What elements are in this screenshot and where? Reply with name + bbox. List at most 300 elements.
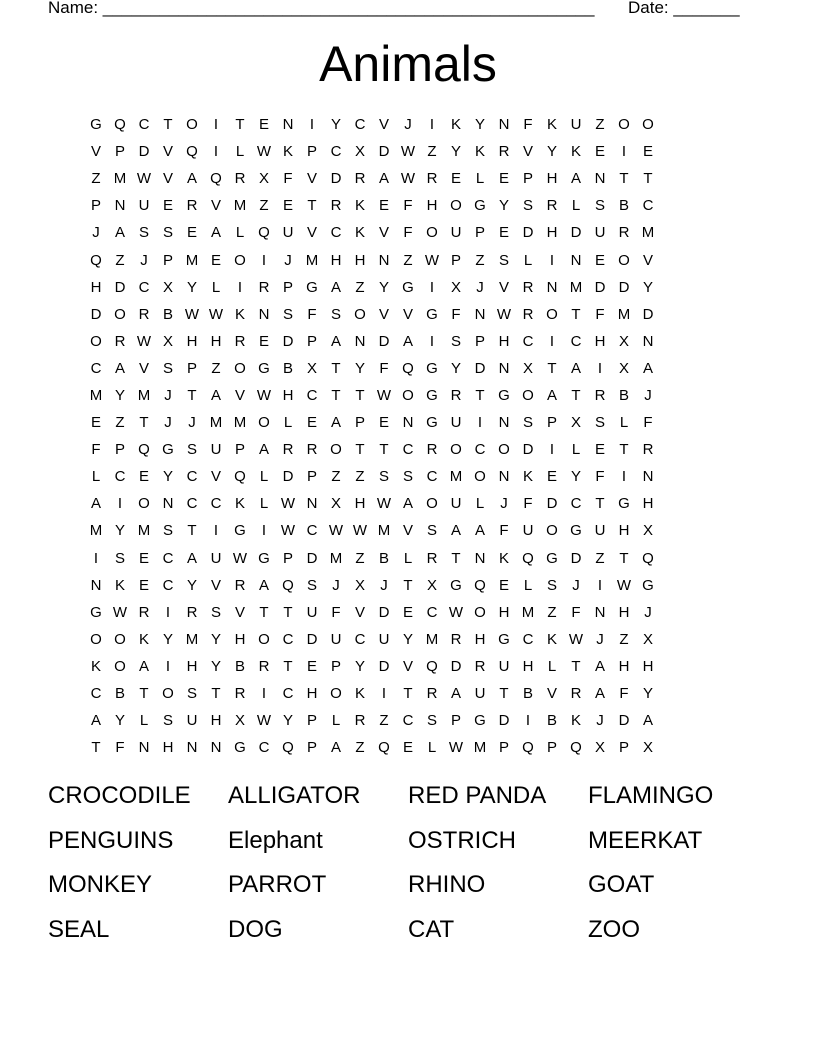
grid-letter: Z <box>595 116 605 134</box>
grid-letter: N <box>210 739 222 757</box>
grid-letter: R <box>522 305 534 323</box>
grid-letter: X <box>522 359 533 377</box>
grid-row <box>84 165 732 192</box>
grid-letter: T <box>595 495 605 513</box>
grid-letter: C <box>402 712 414 730</box>
grid-letter: W <box>448 739 464 757</box>
grid-letter: E <box>546 468 557 486</box>
grid-letter: H <box>642 495 654 513</box>
grid-letter: R <box>258 657 270 675</box>
grid-letter: A <box>642 712 653 730</box>
grid-letter: D <box>618 278 630 296</box>
grid-letter: M <box>377 522 391 540</box>
grid-letter: A <box>378 170 389 188</box>
date-field-label: Date: _______ <box>628 0 740 17</box>
grid-letter: R <box>354 170 366 188</box>
grid-letter: H <box>594 332 606 350</box>
grid-letter: N <box>498 414 510 432</box>
grid-letter: Q <box>234 468 246 486</box>
grid-letter: F <box>619 685 629 703</box>
grid-letter: I <box>117 495 123 513</box>
grid-letter: P <box>306 712 317 730</box>
grid-letter: Z <box>619 630 629 648</box>
grid-letter: R <box>546 197 558 215</box>
grid-letter: D <box>138 143 150 161</box>
grid-letter: O <box>642 116 654 134</box>
grid-letter: J <box>332 576 340 594</box>
grid-letter: O <box>114 305 126 323</box>
grid-letter: W <box>256 386 272 404</box>
grid-letter: L <box>619 414 629 432</box>
grid-letter: G <box>474 712 486 730</box>
grid-letter: Y <box>210 630 221 648</box>
word-list <box>48 776 768 954</box>
grid-letter: W <box>208 305 224 323</box>
grid-letter: Y <box>570 468 581 486</box>
grid-letter: U <box>138 197 150 215</box>
grid-letter: N <box>378 251 390 269</box>
grid-letter: F <box>643 414 653 432</box>
grid-letter: M <box>137 522 151 540</box>
grid-letter: E <box>594 143 605 161</box>
grid-letter: A <box>474 522 485 540</box>
grid-letter: J <box>404 116 412 134</box>
grid-letter: H <box>282 386 294 404</box>
grid-letter: Y <box>162 468 173 486</box>
grid-letter: W <box>328 522 344 540</box>
grid-letter: D <box>330 170 342 188</box>
grid-letter: V <box>162 170 173 188</box>
grid-letter: X <box>450 278 461 296</box>
page-title: Animals <box>319 36 497 92</box>
grid-letter: G <box>90 603 102 621</box>
grid-letter: S <box>378 468 389 486</box>
grid-row <box>84 301 732 328</box>
grid-letter: Z <box>595 549 605 567</box>
grid-letter: D <box>474 359 486 377</box>
grid-letter: G <box>426 386 438 404</box>
grid-letter: Q <box>522 739 534 757</box>
grid-letter: I <box>309 116 315 134</box>
grid-letter: L <box>403 549 413 567</box>
grid-letter: H <box>474 630 486 648</box>
grid-letter: T <box>571 657 581 675</box>
grid-letter: M <box>449 468 463 486</box>
grid-letter: F <box>283 170 293 188</box>
grid-letter: H <box>426 197 438 215</box>
grid-letter: I <box>381 685 387 703</box>
grid-letter: R <box>138 305 150 323</box>
grid-letter: O <box>450 441 462 459</box>
grid-letter: R <box>258 278 270 296</box>
grid-row <box>84 382 732 409</box>
grid-letter: B <box>282 359 293 377</box>
grid-letter: V <box>234 603 245 621</box>
grid-letter: C <box>330 224 342 242</box>
grid-letter: E <box>402 603 413 621</box>
grid-letter: H <box>546 224 558 242</box>
grid-letter: O <box>90 332 102 350</box>
grid-letter: M <box>233 414 247 432</box>
grid-letter: E <box>498 170 509 188</box>
grid-letter: J <box>596 630 604 648</box>
grid-letter: C <box>90 359 102 377</box>
grid-row <box>84 274 732 301</box>
grid-letter: J <box>380 576 388 594</box>
grid-letter: O <box>114 657 126 675</box>
grid-letter: M <box>89 386 103 404</box>
grid-letter: C <box>522 332 534 350</box>
grid-letter: W <box>232 549 248 567</box>
grid-letter: F <box>115 739 125 757</box>
grid-letter: Y <box>330 116 341 134</box>
grid-letter: S <box>186 685 197 703</box>
grid-letter: L <box>259 495 269 513</box>
grid-letter: F <box>331 603 341 621</box>
grid-letter: P <box>90 197 101 215</box>
grid-letter: Q <box>114 116 126 134</box>
grid-letter: H <box>306 685 318 703</box>
grid-letter: R <box>426 549 438 567</box>
grid-letter: Z <box>475 251 485 269</box>
grid-letter: Y <box>402 630 413 648</box>
grid-letter: Y <box>114 386 125 404</box>
grid-letter: A <box>570 170 581 188</box>
grid-letter: E <box>282 197 293 215</box>
grid-letter: A <box>594 657 605 675</box>
grid-letter: Y <box>474 116 485 134</box>
grid-letter: D <box>282 332 294 350</box>
grid-letter: X <box>426 576 437 594</box>
grid-letter: O <box>90 630 102 648</box>
grid-letter: J <box>284 251 292 269</box>
grid-letter: O <box>330 685 342 703</box>
grid-letter: D <box>450 657 462 675</box>
grid-letter: O <box>138 495 150 513</box>
grid-letter: V <box>306 224 317 242</box>
grid-letter: Q <box>474 576 486 594</box>
grid-row <box>84 517 732 544</box>
grid-letter: F <box>403 224 413 242</box>
grid-row <box>84 626 732 653</box>
grid-letter: Z <box>355 278 365 296</box>
grid-letter: B <box>114 685 125 703</box>
grid-row <box>84 355 732 382</box>
grid-letter: G <box>450 576 462 594</box>
grid-letter: X <box>642 630 653 648</box>
grid-letter: C <box>330 143 342 161</box>
grid-letter: U <box>450 224 462 242</box>
grid-letter: U <box>594 522 606 540</box>
grid-letter: N <box>594 170 606 188</box>
grid-letter: V <box>210 576 221 594</box>
grid-letter: Z <box>259 197 269 215</box>
grid-letter: E <box>138 468 149 486</box>
grid-letter: W <box>616 576 632 594</box>
grid-letter: T <box>259 603 269 621</box>
grid-letter: G <box>426 305 438 323</box>
grid-letter: S <box>594 414 605 432</box>
grid-letter: X <box>618 332 629 350</box>
grid-letter: K <box>546 116 557 134</box>
grid-letter: T <box>451 549 461 567</box>
grid-letter: P <box>282 549 293 567</box>
grid-letter: U <box>306 603 318 621</box>
grid-letter: F <box>595 305 605 323</box>
grid-letter: T <box>571 305 581 323</box>
grid-letter: F <box>523 495 533 513</box>
grid-letter: D <box>546 495 558 513</box>
grid-letter: J <box>164 386 172 404</box>
grid-letter: C <box>642 197 654 215</box>
grid-letter: V <box>402 305 413 323</box>
letter-grid <box>84 111 732 761</box>
grid-letter: W <box>376 495 392 513</box>
grid-letter: Z <box>379 712 389 730</box>
grid-letter: S <box>330 305 341 323</box>
grid-letter: V <box>378 116 389 134</box>
grid-letter: H <box>90 278 102 296</box>
word-list-item: MEERKAT <box>588 826 703 854</box>
grid-letter: K <box>546 630 557 648</box>
grid-letter: F <box>91 441 101 459</box>
grid-letter: R <box>426 441 438 459</box>
grid-letter: C <box>306 386 318 404</box>
grid-letter: A <box>330 739 341 757</box>
grid-letter: W <box>184 305 200 323</box>
grid-letter: G <box>498 386 510 404</box>
grid-letter: R <box>642 441 654 459</box>
grid-letter: Y <box>162 630 173 648</box>
grid-letter: P <box>282 278 293 296</box>
grid-letter: N <box>114 197 126 215</box>
grid-letter: C <box>186 495 198 513</box>
grid-letter: Q <box>378 739 390 757</box>
grid-letter: D <box>522 441 534 459</box>
grid-letter: T <box>547 359 557 377</box>
grid-letter: P <box>474 224 485 242</box>
grid-letter: I <box>213 522 219 540</box>
grid-letter: Y <box>450 143 461 161</box>
grid-letter: C <box>114 468 126 486</box>
grid-letter: P <box>498 739 509 757</box>
grid-letter: C <box>426 468 438 486</box>
grid-letter: B <box>234 657 245 675</box>
grid-letter: E <box>210 251 221 269</box>
grid-letter: O <box>546 522 558 540</box>
grid-letter: C <box>354 630 366 648</box>
grid-letter: V <box>162 143 173 161</box>
grid-letter: D <box>282 468 294 486</box>
grid-letter: J <box>92 224 100 242</box>
grid-row <box>84 463 732 490</box>
grid-letter: O <box>258 630 270 648</box>
grid-row <box>84 436 732 463</box>
grid-letter: C <box>210 495 222 513</box>
grid-letter: I <box>261 522 267 540</box>
grid-letter: B <box>378 549 389 567</box>
grid-letter: X <box>354 576 365 594</box>
grid-letter: I <box>549 251 555 269</box>
grid-letter: K <box>354 224 365 242</box>
grid-letter: C <box>162 549 174 567</box>
grid-letter: H <box>498 603 510 621</box>
grid-letter: G <box>258 549 270 567</box>
grid-letter: D <box>378 332 390 350</box>
grid-letter: T <box>355 441 365 459</box>
grid-letter: G <box>162 441 174 459</box>
grid-letter: H <box>210 712 222 730</box>
grid-letter: O <box>114 630 126 648</box>
grid-letter: M <box>113 170 127 188</box>
grid-letter: O <box>354 305 366 323</box>
grid-letter: G <box>498 630 510 648</box>
grid-letter: Q <box>186 143 198 161</box>
grid-letter: V <box>522 143 533 161</box>
grid-letter: T <box>187 386 197 404</box>
grid-letter: P <box>162 251 173 269</box>
grid-letter: K <box>498 549 509 567</box>
grid-letter: O <box>330 441 342 459</box>
grid-letter: G <box>426 359 438 377</box>
grid-letter: L <box>259 468 269 486</box>
grid-letter: Y <box>186 576 197 594</box>
grid-letter: J <box>188 414 196 432</box>
grid-letter: A <box>138 657 149 675</box>
grid-letter: V <box>210 197 221 215</box>
grid-letter: E <box>402 739 413 757</box>
grid-letter: S <box>426 522 437 540</box>
grid-letter: Z <box>355 468 365 486</box>
grid-letter: O <box>234 359 246 377</box>
grid-letter: O <box>402 386 414 404</box>
grid-row <box>84 680 732 707</box>
grid-letter: K <box>570 712 581 730</box>
grid-letter: R <box>498 143 510 161</box>
grid-letter: P <box>546 739 557 757</box>
grid-letter: T <box>187 522 197 540</box>
grid-letter: Q <box>210 170 222 188</box>
grid-letter: R <box>450 630 462 648</box>
grid-letter: V <box>642 251 653 269</box>
grid-letter: A <box>594 685 605 703</box>
grid-letter: M <box>641 224 655 242</box>
grid-letter: V <box>402 522 413 540</box>
grid-letter: N <box>498 468 510 486</box>
grid-letter: J <box>140 251 148 269</box>
grid-letter: S <box>186 441 197 459</box>
grid-letter: W <box>280 522 296 540</box>
grid-letter: K <box>234 495 245 513</box>
grid-letter: P <box>114 143 125 161</box>
grid-letter: E <box>498 576 509 594</box>
grid-letter: U <box>210 549 222 567</box>
grid-letter: P <box>306 739 317 757</box>
grid-letter: M <box>329 549 343 567</box>
grid-letter: K <box>90 657 101 675</box>
grid-letter: Y <box>114 712 125 730</box>
grid-letter: D <box>570 224 582 242</box>
grid-letter: C <box>138 278 150 296</box>
grid-letter: N <box>186 739 198 757</box>
grid-letter: X <box>258 170 269 188</box>
grid-letter: W <box>256 712 272 730</box>
grid-row <box>84 572 732 599</box>
grid-letter: H <box>330 251 342 269</box>
grid-letter: S <box>114 549 125 567</box>
grid-letter: O <box>522 386 534 404</box>
word-list-item: SEAL <box>48 915 110 943</box>
grid-letter: U <box>522 522 534 540</box>
grid-letter: A <box>450 522 461 540</box>
grid-letter: Y <box>378 278 389 296</box>
grid-letter: T <box>283 603 293 621</box>
grid-letter: I <box>261 251 267 269</box>
grid-letter: I <box>165 657 171 675</box>
grid-letter: S <box>162 522 173 540</box>
grid-letter: P <box>618 739 629 757</box>
grid-letter: I <box>213 143 219 161</box>
grid-letter: E <box>594 441 605 459</box>
grid-letter: R <box>186 603 198 621</box>
grid-letter: M <box>305 251 319 269</box>
grid-letter: L <box>523 251 533 269</box>
grid-letter: T <box>403 685 413 703</box>
grid-letter: D <box>498 712 510 730</box>
grid-letter: O <box>258 414 270 432</box>
grid-letter: O <box>546 305 558 323</box>
grid-letter: F <box>523 116 533 134</box>
grid-letter: M <box>185 630 199 648</box>
grid-letter: Q <box>138 441 150 459</box>
word-list-item: DOG <box>228 915 283 943</box>
grid-row <box>84 138 732 165</box>
grid-letter: Z <box>115 251 125 269</box>
word-list-item: Elephant <box>228 826 323 854</box>
grid-letter: N <box>570 251 582 269</box>
grid-letter: X <box>354 143 365 161</box>
grid-letter: U <box>594 224 606 242</box>
grid-letter: S <box>546 576 557 594</box>
grid-letter: U <box>498 657 510 675</box>
grid-letter: D <box>114 278 126 296</box>
grid-letter: I <box>213 116 219 134</box>
grid-letter: P <box>546 414 557 432</box>
grid-letter: T <box>283 657 293 675</box>
grid-letter: E <box>162 197 173 215</box>
grid-letter: G <box>570 522 582 540</box>
grid-letter: L <box>523 576 533 594</box>
grid-letter: I <box>237 278 243 296</box>
grid-letter: Q <box>426 657 438 675</box>
grid-letter: W <box>136 332 152 350</box>
grid-letter: S <box>522 414 533 432</box>
grid-letter: F <box>499 522 509 540</box>
grid-letter: Z <box>355 739 365 757</box>
grid-letter: E <box>378 197 389 215</box>
grid-letter: N <box>498 359 510 377</box>
grid-letter: N <box>474 549 486 567</box>
grid-letter: K <box>114 576 125 594</box>
grid-letter: S <box>162 224 173 242</box>
grid-letter: H <box>210 332 222 350</box>
grid-letter: S <box>522 197 533 215</box>
grid-letter: L <box>139 712 149 730</box>
grid-letter: T <box>307 197 317 215</box>
grid-letter: K <box>282 143 293 161</box>
grid-letter: L <box>571 197 581 215</box>
grid-letter: O <box>474 468 486 486</box>
